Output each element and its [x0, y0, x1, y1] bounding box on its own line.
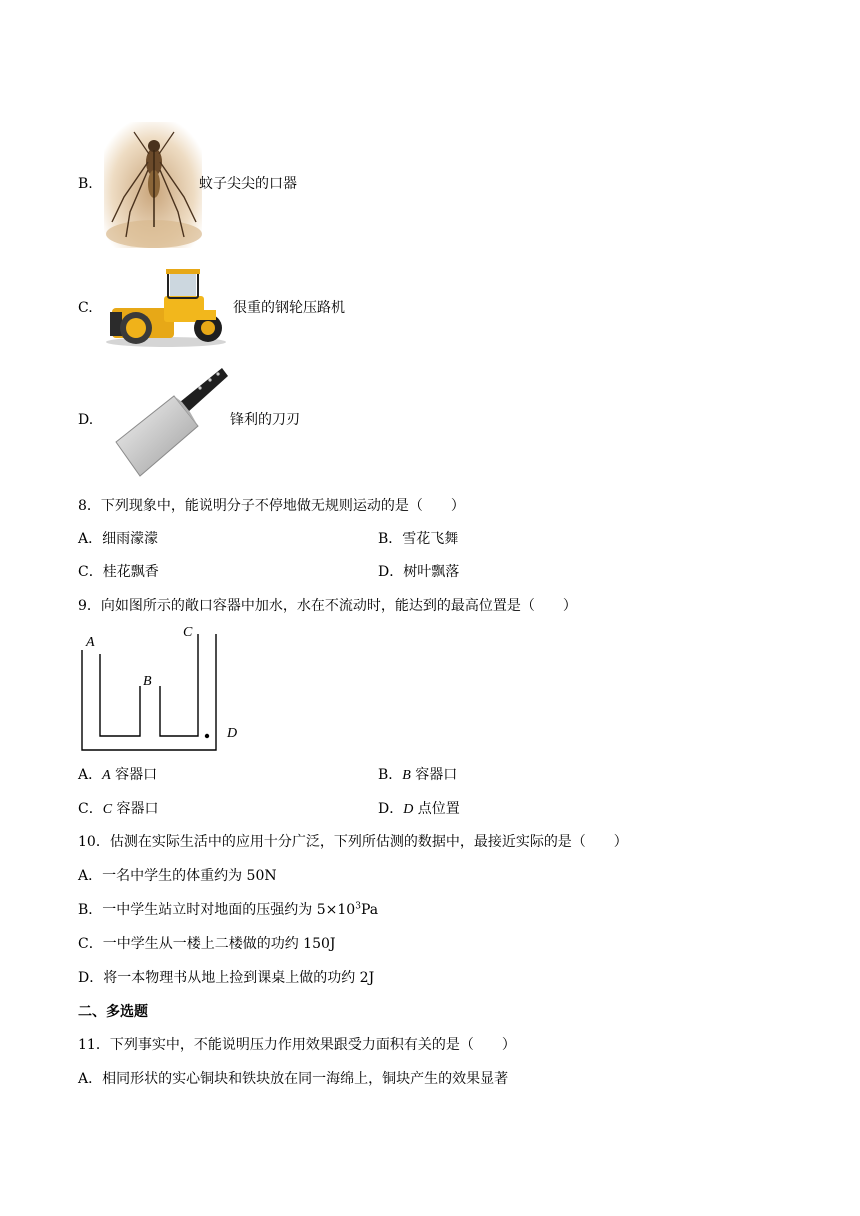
option-c: C．C 容器口 — [78, 801, 159, 817]
option-a: A．细雨濛濛 — [78, 531, 159, 547]
section-title: 二、多选题 — [78, 1004, 148, 1020]
question-stem: 9．向如图所示的敞口容器中加水，水在不流动时，能达到的最高位置是（ ） — [78, 598, 577, 614]
option-d: D．将一本物理书从地上捡到课桌上做的功约 2J — [78, 970, 375, 986]
label-a: A — [86, 635, 95, 650]
option-d: D．D 点位置 — [378, 801, 460, 817]
question-stem: 11．下列事实中，不能说明压力作用效果跟受力面积有关的是（ ） — [78, 1037, 516, 1053]
option-caption: 锋利的刀刃 — [230, 412, 300, 428]
cleaver-knife-image — [104, 366, 232, 482]
option-letter: B. — [78, 176, 93, 192]
option-caption: 很重的钢轮压路机 — [233, 300, 345, 316]
road-roller-image — [104, 266, 232, 348]
question-stem: 10．估测在实际生活中的应用十分广泛，下列所估测的数据中，最接近实际的是（ ） — [78, 834, 628, 850]
mosquito-image — [104, 122, 202, 248]
option-letter: D. — [78, 412, 94, 428]
option-caption: 蚊子尖尖的口器 — [199, 176, 297, 192]
label-b: B — [143, 674, 152, 689]
question-stem: 8．下列现象中，能说明分子不停地做无规则运动的是（ ） — [78, 498, 465, 514]
option-b: B．雪花飞舞 — [378, 531, 459, 547]
option-b: B．一中学生站立时对地面的压强约为 $5\times 10^3Pa$ — [78, 901, 379, 918]
option-c: C．桂花飘香 — [78, 564, 159, 580]
option-letter: C. — [78, 300, 93, 316]
option-a: A．A 容器口 — [78, 767, 158, 783]
option-d: D．树叶飘落 — [378, 564, 460, 580]
option-c: C．一中学生从一楼上二楼做的功约 150J — [78, 936, 336, 952]
option-b: B．B 容器口 — [378, 767, 458, 783]
label-d: D — [227, 726, 238, 741]
option-a: A．一名中学生的体重约为 50N — [78, 868, 277, 884]
container-figure — [74, 626, 254, 754]
option-a: A．相同形状的实心铜块和铁块放在同一海绵上，铜块产生的效果显著 — [78, 1071, 509, 1087]
label-c: C — [183, 625, 193, 640]
